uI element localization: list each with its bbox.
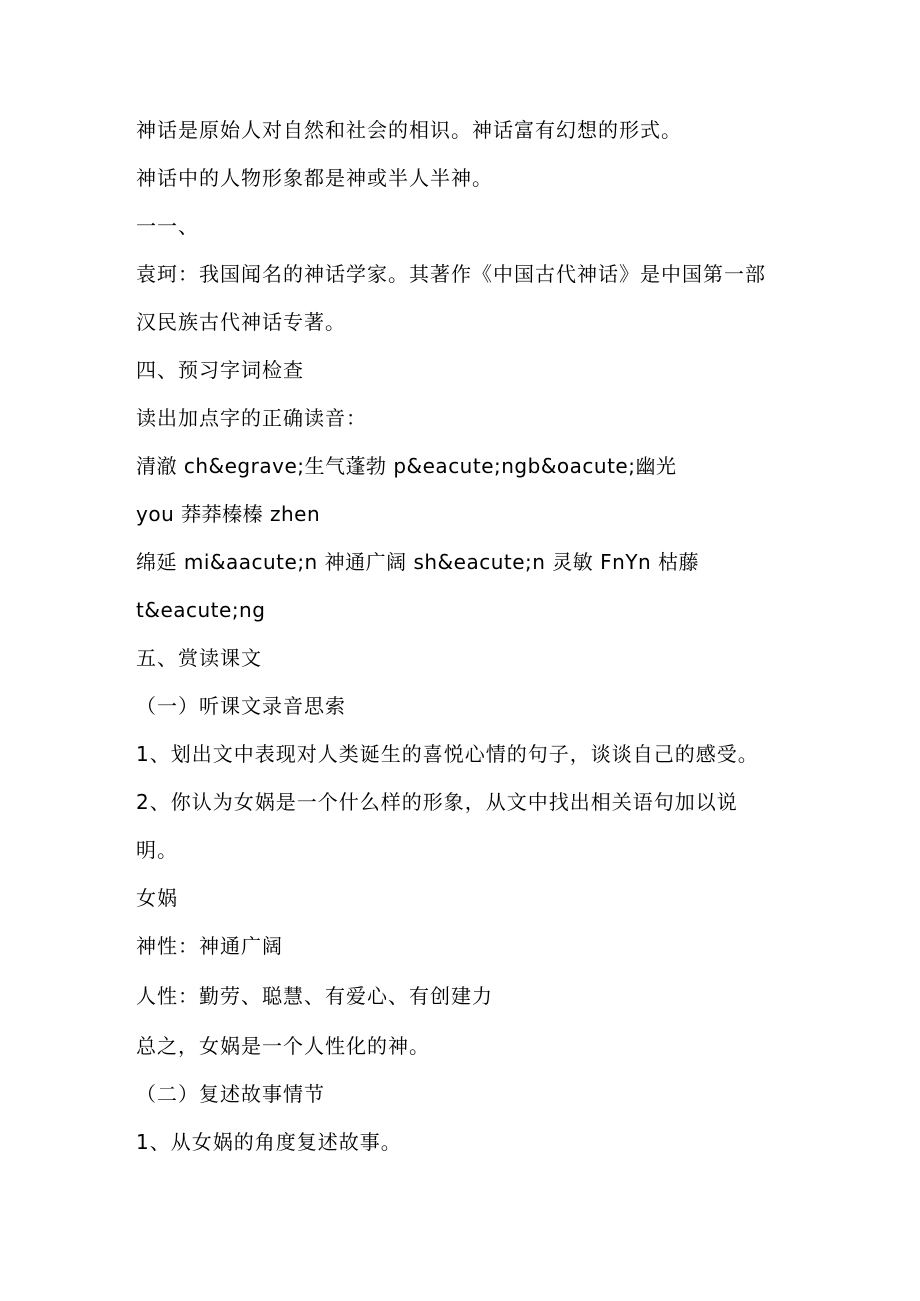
retell-task-1: 1、从女娲的角度复述故事。 <box>136 1130 402 1154</box>
vocab-line-3: 绵延 mi&aacute;n 神通广阔 sh&eacute;n 灵敏 FnYn 枯藤 <box>136 550 700 574</box>
section-heading-four: 四、预习字词检查 <box>136 358 304 382</box>
label-nuwa: 女娲 <box>136 886 178 910</box>
instruction-read-pronunciation: 读出加点字的正确读音： <box>136 406 367 430</box>
question-2-line-1: 2、你认为女娲是一个什么样的形象，从文中找出相关语句加以说 <box>136 790 738 814</box>
nuwa-summary: 总之，女娲是一个人性化的神。 <box>136 1034 430 1058</box>
question-2-line-2: 明。 <box>136 838 178 862</box>
question-1: 1、划出文中表现对人类诞生的喜悦心情的句子，谈谈自己的感受。 <box>136 742 759 766</box>
subsection-heading-retell: （二）复述故事情节 <box>136 1082 325 1106</box>
paragraph-yuan-ke-line-2: 汉民族古代神话专著。 <box>136 310 346 334</box>
vocab-line-4: t&eacute;ng <box>136 598 266 622</box>
vocab-line-1: 清澈 ch&egrave;生气蓬勃 p&eacute;ngb&oacute;幽光 <box>136 454 677 478</box>
vocab-line-2: you 莽莽榛榛 zhen <box>136 502 321 526</box>
nuwa-divinity: 神性：神通广阔 <box>136 934 283 958</box>
paragraph-myth-characters: 神话中的人物形象都是神或半人半神。 <box>136 166 493 190</box>
paragraph-yuan-ke-line-1: 袁珂：我国闻名的神话学家。其著作《中国古代神话》是中国第一部 <box>136 262 766 286</box>
paragraph-myth-definition: 神话是原始人对自然和社会的相识。神话富有幻想的形式。 <box>136 118 682 142</box>
nuwa-humanity: 人性：勤劳、聪慧、有爱心、有创建力 <box>136 984 493 1008</box>
section-heading-five: 五、赏读课文 <box>136 646 262 670</box>
subsection-heading-listen: （一）听课文录音思索 <box>136 694 346 718</box>
section-heading-one: 一一、 <box>136 214 199 238</box>
